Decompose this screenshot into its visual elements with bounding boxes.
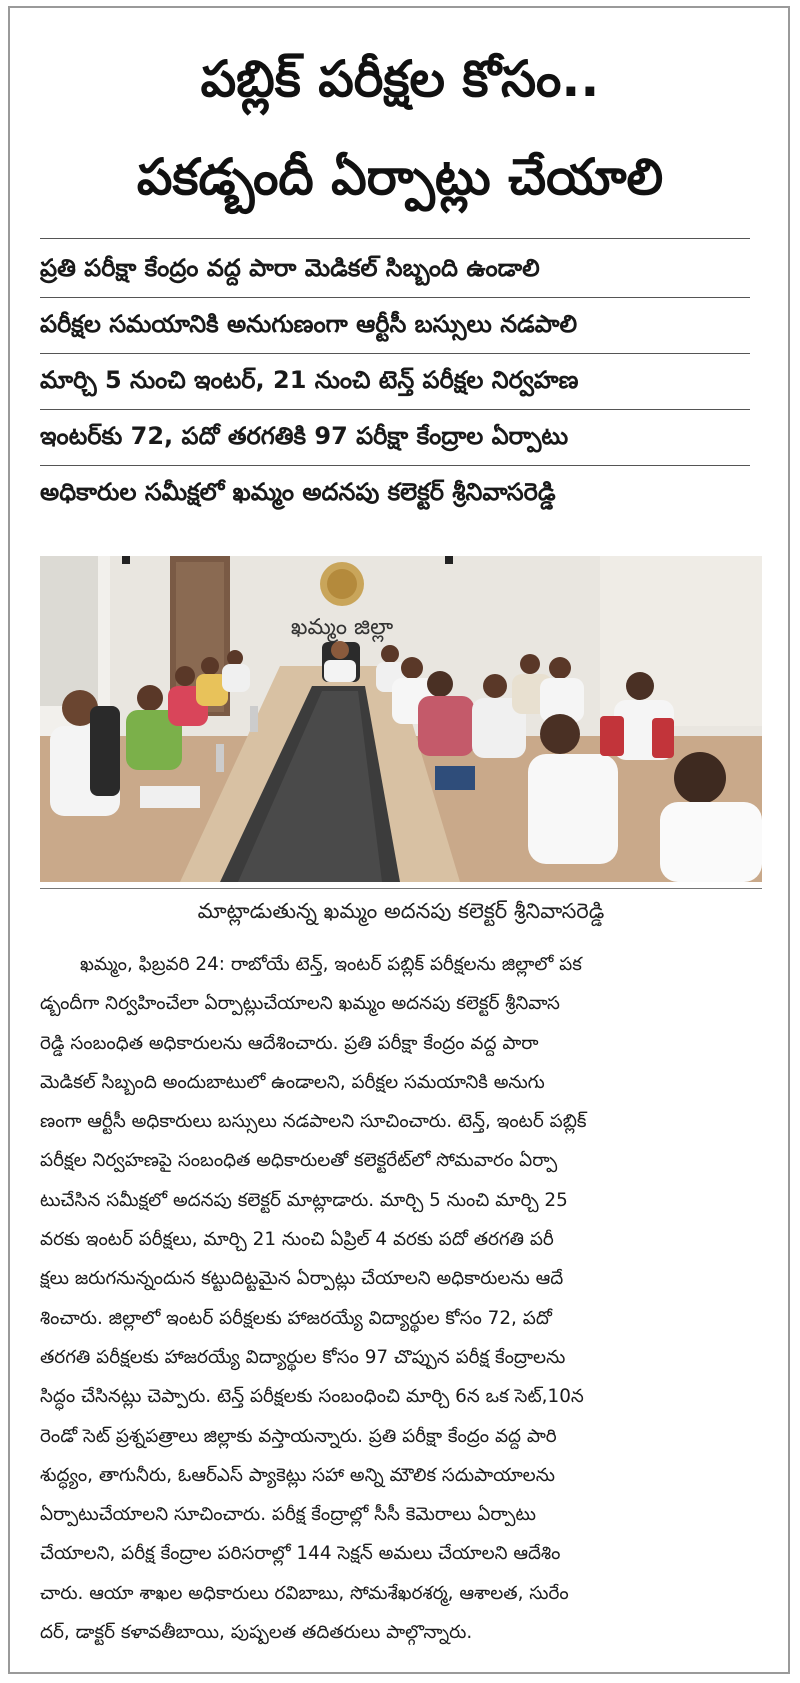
deck-line-3: మార్చి 5 నుంచి ఇంటర్, 21 నుంచి టెన్త్ పరీక్షల నిర్వహణ [40, 356, 750, 410]
body-line: చారు. ఆయా శాఖల అధికారులు రవిబాబు, సోమశేఖరశర్మ, ఆశాలత, సురేం [40, 1582, 569, 1604]
body-line: ణంగా ఆర్టీసీ అధికారులు బస్సులు నడపాలని సూచించారు. టెన్త్, ఇంటర్ పబ్లిక్ [40, 1111, 587, 1133]
article-body [40, 945, 762, 1652]
deck-line-4: ఇంటర్‌కు 72, పదో తరగతికి 97 పరీక్షా కేంద్రాల ఏర్పాటు [40, 412, 750, 466]
body-line: టుచేసిన సమీక్షలో అదనపు కలెక్టర్ మాట్లాడారు. మార్చి 5 నుంచి మార్చి 25 [40, 1189, 568, 1211]
body-line: తరగతి పరీక్షలకు హాజరయ్యే విద్యార్థుల కోసం 97 చొప్పున పరీక్ష కేంద్రాలను [40, 1346, 566, 1368]
body-line: పరీక్షల నిర్వహణపై సంబంధిత అధికారులతో కలెక్టరేట్‌లో సోమవారం ఏర్పా [40, 1150, 558, 1172]
body-line: క్షలు జరుగనున్నందున కట్టుదిట్టమైన ఏర్పాట్లు చేయాలని అధికారులను ఆదే [40, 1268, 564, 1290]
body-line: చేయాలని, పరీక్ష కేంద్రాల పరిసరాల్లో 144 సెక్షన్ అమలు చేయాలని ఆదేశిం [40, 1543, 561, 1565]
wall-sign: ఖమ్మం జిల్లా [290, 615, 394, 640]
body-line: సిద్ధం చేసినట్లు చెప్పారు. టెన్త్ పరీక్షలకు సంబంధించి మార్చి 6న ఒక సెట్,10న [40, 1386, 584, 1408]
body-line: దర్, డాక్టర్ కళావతీబాయి, పుష్పలత తదితరులు పాల్గొన్నారు. [40, 1622, 473, 1644]
deck-line-2: పరీక్షల సమయానికి అనుగుణంగా ఆర్టీసీ బస్సులు నడపాలి [40, 300, 750, 354]
deck-top-rule [40, 238, 750, 239]
headline-line-1: పబ్లిక్ పరీక్షల కోసం.. [200, 50, 600, 108]
body-line: వరకు ఇంటర్ పరీక్షలు, మార్చి 21 నుంచి ఏప్రిల్ 4 వరకు పదో తరగతి పరీ [40, 1229, 554, 1251]
body-line: రెడ్డి సంబంధిత అధికారులను ఆదేశించారు. ప్రతి పరీక్షా కేంద్రం వద్ద పారా [40, 1032, 539, 1054]
body-line: డ్బందీగా నిర్వహించేలా ఏర్పాట్లుచేయాలని ఖమ్మం అదనపు కలెక్టర్ శ్రీనివాస [40, 993, 560, 1015]
deck-line-5: అధికారుల సమీక్షలో ఖమ్మం అదనపు కలెక్టర్ శ్రీనివాసరెడ్డి [40, 477, 556, 506]
photo-caption: మాట్లాడుతున్న ఖమ్మం అదనపు కలెక్టర్ శ్రీనివాసరెడ్డి [40, 888, 762, 933]
headline-line-2: పకడ్బందీ ఏర్పాట్లు చేయాలి [136, 148, 664, 206]
body-line: ఖమ్మం, ఫిబ్రవరి 24: రాబోయే టెన్త్, ఇంటర్ పబ్లిక్ పరీక్షలను జిల్లాలో పక [80, 954, 582, 975]
body-line: మెడికల్ సిబ్బంది అందుబాటులో ఉండాలని, పరీక్షల సమయానికి అనుగు [40, 1071, 545, 1093]
deck-line-1: ప్రతి పరీక్షా కేంద్రం వద్ద పారా మెడికల్ సిబ్బంది ఉండాలి [40, 244, 750, 298]
body-line: శుద్ధ్యం, తాగునీరు, ఓఆర్ఎస్ ప్యాకెట్లు సహా అన్ని మౌలిక సదుపాయాలను [40, 1464, 555, 1486]
meeting-photo [40, 556, 762, 882]
body-line: శించారు. జిల్లాలో ఇంటర్ పరీక్షలకు హాజరయ్యే విద్యార్థుల కోసం 72, పదో [40, 1307, 552, 1329]
body-line: రెండో సెట్ ప్రశ్నపత్రాలు జిల్లాకు వస్తాయన్నారు. ప్రతి పరీక్షా కేంద్రం వద్ద పారి [40, 1425, 557, 1447]
body-line: ఏర్పాటుచేయాలని సూచించారు. పరీక్ష కేంద్రాల్లో సీసీ కెమెరాలు ఏర్పాటు [40, 1504, 537, 1526]
